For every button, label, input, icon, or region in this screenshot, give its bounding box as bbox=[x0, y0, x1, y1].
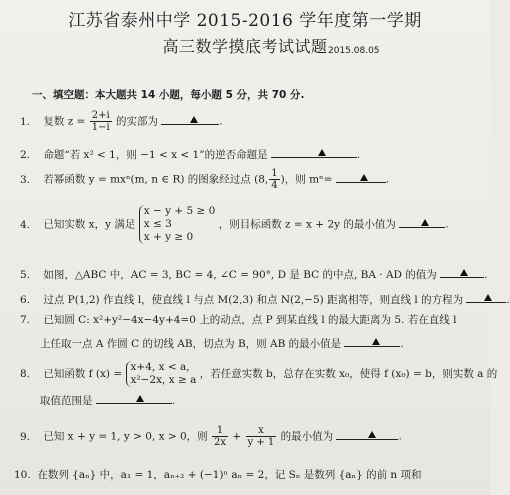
triangle-icon bbox=[372, 338, 380, 345]
triangle-icon bbox=[460, 269, 468, 276]
triangle-icon bbox=[368, 431, 376, 438]
question-6: 6. 过点 P(1,2) 作直线 l，使直线 l 与点 M(2,3) 和点 N(2,−5) 距离相等，则直线 l 的方程为 . bbox=[20, 290, 510, 307]
math-expression: )，则 mⁿ= bbox=[280, 173, 333, 186]
answer-blank[interactable] bbox=[440, 265, 484, 278]
fraction-denominator: 1−i bbox=[91, 122, 110, 133]
question-7 bbox=[20, 313, 456, 327]
question-text: 如图，△ABC 中，AC = 3, BC = 4, ∠C = 90°, D 是 BC 的中点, BA · AD 的值为 bbox=[43, 269, 437, 281]
school-title: 江苏省泰州中学 2015-2016 学年度第一学期 bbox=[68, 11, 422, 31]
question-text: 已知 x + y = 1, y > 0, x > 0，则 bbox=[43, 430, 208, 443]
fraction bbox=[246, 425, 277, 448]
question-text: 若幂函数 y = mxⁿ(m, n ∈ R) 的图象经过点 bbox=[43, 173, 251, 186]
question-number: 4. bbox=[20, 218, 31, 231]
triangle-icon bbox=[484, 294, 492, 301]
section-heading: 一、填空题：本大题共 14 小题，每小题 5 分，共 70 分. bbox=[32, 89, 305, 101]
question-8-line-2: 取值范围是 . bbox=[40, 391, 175, 408]
constraint: x ≤ 3 bbox=[143, 218, 172, 230]
fraction-denominator: y + 1 bbox=[247, 437, 275, 448]
answer-blank[interactable] bbox=[466, 290, 506, 303]
answer-blank[interactable] bbox=[336, 427, 398, 440]
fraction bbox=[212, 425, 228, 448]
question-10 bbox=[14, 468, 422, 482]
question-text: 已知圆 C: x²+y²−4x−4y+4=0 上的动点，点 P 到某直线 l 的最大距离为 5. 若在直线 l bbox=[43, 314, 457, 326]
answer-blank[interactable] bbox=[161, 112, 219, 125]
question-number: 5. bbox=[20, 269, 31, 281]
fraction-numerator: 2+i bbox=[91, 110, 110, 121]
question-text: 的最小值为 bbox=[280, 430, 334, 443]
fraction-denominator: 2x bbox=[214, 437, 227, 448]
question-text: 已知实数 x，y 满足 bbox=[43, 218, 136, 231]
question-number: 2. bbox=[20, 149, 31, 161]
triangle-icon bbox=[136, 395, 144, 402]
question-9: 9. 已知 x + y = 1, y > 0, x > 0，则 $\frac{1}{2x}$ + $\frac{x}{y + 1}$ 的最小值为 . bbox=[20, 425, 402, 448]
question-1: 1. 复数 z = $\frac{2+i}{1-i}$ 的实部为 . bbox=[20, 110, 223, 133]
question-5: 5. 如图，△ABC 中，AC = 3, BC = 4, ∠C = 90°, D 是 BC 的中点, BA · AD 的值为 . bbox=[20, 265, 487, 282]
triangle-icon bbox=[318, 149, 326, 156]
fraction-numerator: 1 bbox=[271, 168, 278, 179]
triangle-icon bbox=[421, 219, 429, 226]
question-2: 2. 命题“若 x² < 1，则 −1 < x < 1”的逆否命题是 . bbox=[20, 145, 360, 162]
question-number: 7. bbox=[20, 314, 31, 326]
question-number: 1. bbox=[20, 115, 31, 128]
fraction bbox=[90, 110, 112, 133]
question-text: 在数列 {aₙ} 中，a₁ = 1，aₙ₊₂ + (−1)ⁿ aₙ = 2，记 Sₙ 是数列 {aₙ} 的前 n 项和 bbox=[37, 469, 422, 481]
question-text: 取值范围是 bbox=[40, 395, 93, 407]
piece: x+4, x < a, bbox=[130, 361, 190, 373]
question-text: 复数 bbox=[43, 115, 65, 128]
answer-blank[interactable] bbox=[399, 215, 445, 228]
exam-title: 高三数学摸底考试试题 bbox=[162, 37, 328, 56]
constraint: x − y + 5 ≥ 0 bbox=[143, 205, 216, 217]
math-expression: (8, bbox=[254, 173, 269, 186]
question-number: 6. bbox=[20, 294, 31, 306]
question-text: ，若任意实数 b，总存在实数 x₀，使得 f (x₀) = b，则实数 a 的 bbox=[199, 368, 498, 380]
piece: x²−2x, x ≥ a bbox=[130, 374, 197, 386]
question-number: 9. bbox=[20, 430, 31, 443]
answer-blank[interactable] bbox=[336, 170, 386, 183]
fraction bbox=[269, 168, 279, 191]
question-4: 4. 已知实数 x，y 满足 x − y + 5 ≥ 0 x ≤ 3 x + y ≥ 0 ，则目标函数 z = x + 2y 的最小值为 . bbox=[20, 205, 449, 243]
fraction-denominator: 4 bbox=[271, 180, 278, 191]
piecewise-function bbox=[126, 361, 197, 387]
triangle-icon bbox=[360, 174, 368, 181]
question-text: 过点 P(1,2) 作直线 l，使直线 l 与点 M(2,3) 和点 N(2,−5) 距离相等，则直线 l 的方程为 bbox=[43, 294, 464, 306]
question-number: 10. bbox=[14, 469, 31, 481]
fraction-numerator: x bbox=[246, 425, 277, 437]
math-operator: + bbox=[232, 430, 242, 443]
question-text: 已知函数 f (x) = bbox=[43, 368, 123, 380]
question-text: 上任取一点 A 作圆 C 的切线 AB，切点为 B，则 AB 的最小值是 bbox=[40, 338, 342, 350]
question-7-line-2: 上任取一点 A 作圆 C 的切线 AB，切点为 B，则 AB 的最小值是 . bbox=[40, 334, 404, 351]
answer-blank[interactable] bbox=[271, 145, 357, 158]
fraction-numerator: 1 bbox=[212, 425, 228, 437]
exam-date: 2015.08.05 bbox=[328, 46, 380, 56]
question-number: 8. bbox=[20, 368, 31, 380]
question-8 bbox=[20, 361, 497, 387]
question-3: 3. 若幂函数 y = mxⁿ(m, n ∈ R) 的图象经过点 (8, $\frac{1}{4}$ )，则 mⁿ= . bbox=[20, 168, 390, 191]
answer-blank[interactable] bbox=[96, 391, 172, 404]
question-text: ，则目标函数 z = x + 2y 的最小值为 bbox=[218, 218, 396, 231]
question-number: 3. bbox=[20, 173, 31, 186]
constraint: x + y ≥ 0 bbox=[143, 231, 194, 243]
math-expression: z = bbox=[67, 115, 86, 128]
triangle-icon bbox=[190, 116, 198, 123]
inequality-system bbox=[139, 205, 216, 244]
answer-blank[interactable] bbox=[344, 334, 400, 347]
question-text: 的实部为 bbox=[116, 115, 158, 128]
question-text: 命题“若 x² < 1，则 −1 < x < 1”的逆否命题是 bbox=[43, 149, 268, 161]
